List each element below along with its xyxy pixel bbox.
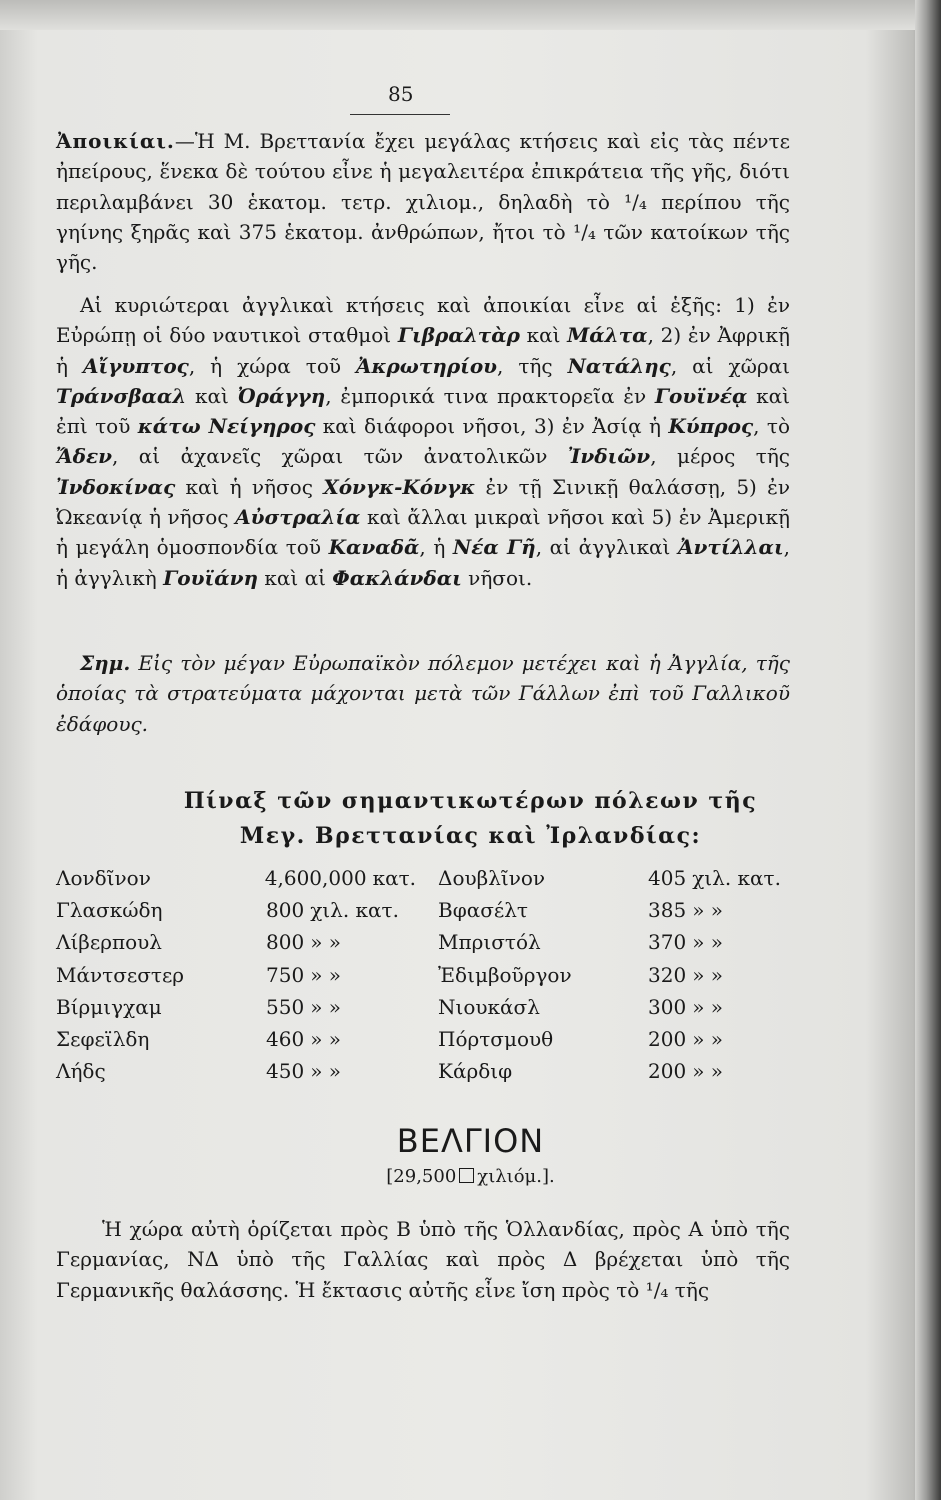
place-cyprus: Κύπρος [668,414,754,439]
city-unit: » » [310,930,342,955]
city-row [438,898,796,930]
place-hong-kong: Χόνγκ-Κόνγκ [323,474,476,499]
possessions-text: , ἡ [419,535,453,560]
city-name: Κάρδιφ [438,1059,513,1084]
city-name: Σεφεϊλδη [56,1026,150,1051]
city-population: 800 [266,898,305,923]
place-australia: Αὐστραλία [235,505,361,530]
place-indochina: Ἰνδοκίνας [56,474,176,499]
possessions-text: καὶ αἱ [258,565,333,590]
city-row [438,930,796,962]
city-population: 200 [648,1059,687,1084]
note-lead: Σημ. [80,651,131,675]
city-row [438,866,796,898]
place-canada: Καναδᾶ [328,535,420,560]
place-cape: Ἀκρωτηρίου [356,353,498,378]
possessions-text: , ἐμπορικά τινα πρακτορεῖα ἐν [325,383,655,408]
city-name: Μπριστόλ [438,930,541,955]
city-name: Δουβλῖνον [438,866,546,890]
city-row [56,898,416,930]
place-orange: Ὀράγγη [237,383,326,408]
city-name: Πόρτσμουθ [438,1026,554,1051]
page-number-rule [350,114,450,115]
belgium-area [0,1166,941,1187]
place-guiana: Γουϊάνη [163,565,259,590]
section-heading-belgium: ΒΕΛΓΙΟΝ [396,1122,545,1160]
city-row [438,1059,796,1091]
city-population: 385 [648,898,687,923]
possessions-text: ἐν τῇ Σινικῇ θαλάσσῃ, 5) ἐν Ὠκεανίᾳ ἡ νῆσος [56,474,791,530]
belgium-paragraph: Ἡ χώρα αὐτὴ ὁρίζεται πρὸς Β ὑπὸ τῆς Ὁλλανδίας, πρὸς Α ὑπὸ τῆς Γερμανίας, ΝΔ ὑπὸ τῆς Γαλλίας καὶ πρὸς Δ βρέχεται ὑπὸ τῆς Γερμανικῆς θαλάσσης. Ἡ ἔκτασις αὐτῆς εἶνε ἴση πρὸς τὸ ¹/₄ τῆς [56,1217,790,1302]
city-population: 320 [648,962,687,987]
cities-table [56,866,796,1096]
scan-top-edge [0,0,941,30]
place-egypt: Αἴγυπτος [82,353,189,378]
possessions-paragraph [56,290,790,593]
city-unit: » » [310,1059,342,1084]
city-row [56,1059,416,1091]
cities-table-title-2: Μεγ. Βρεττανίας καὶ Ἰρλανδίας: [239,823,702,849]
city-name: Γλασκώδη [56,898,163,923]
city-unit: » » [310,994,342,1019]
city-row [56,995,416,1027]
possessions-text: , τὸ [753,414,790,439]
city-population: 800 [266,930,305,955]
area-unit: χιλιόμ.]. [477,1166,555,1187]
city-population: 450 [266,1059,305,1084]
city-name: Λίβερπουλ [56,930,162,955]
city-population: 460 [266,1026,305,1051]
possessions-text: καὶ ἄλλαι μικραὶ νῆσοι καὶ 5) ἐν Ἀμερικῇ ἡ μεγάλη ὁμοσπονδία τοῦ [56,505,791,560]
colonies-lead: Ἀποικίαι. [56,129,175,153]
possessions-text: καὶ ἡ νῆσος [175,474,324,499]
possessions-text: , ἡ ἀγγλικὴ [56,535,790,590]
colonies-paragraph [56,126,790,277]
city-population: 370 [648,930,687,955]
city-name: Νιουκάσλ [438,994,540,1019]
city-row [438,963,796,995]
city-row [56,963,416,995]
place-malta: Μάλτα [567,323,648,348]
city-name: Λονδῖνον [56,866,151,890]
city-name: Λήδς [56,1059,106,1084]
city-unit: » » [692,962,724,987]
city-unit: » » [692,994,724,1019]
cities-left-column [56,866,416,1091]
place-gibraltar: Γιβραλτὰρ [397,323,520,348]
city-population: 4,600,000 [264,866,367,890]
city-name: Βίρμιγχαμ [56,994,162,1019]
place-natal: Νατάλης [567,353,671,378]
place-guinea: Γουϊνέᾳ [654,383,748,408]
possessions-text: , αἱ χῶραι [670,353,791,378]
city-row [56,1027,416,1059]
city-unit: χιλ. κατ. [310,898,399,923]
square-icon [459,1168,474,1183]
city-name: Βφασέλτ [438,898,528,923]
city-row [56,866,416,898]
city-unit: » » [310,962,342,987]
possessions-text: καὶ διάφοροι νῆσοι, 3) ἐν Ἀσίᾳ ἡ [315,414,669,439]
area-value: [29,500 [386,1166,457,1187]
place-indies: Ἰνδιῶν [567,444,651,469]
city-unit: » » [692,898,724,923]
city-unit: » » [692,1059,724,1084]
city-row [56,930,416,962]
possessions-text: καὶ ἐπὶ τοῦ [56,383,790,439]
place-antilles: Ἀντίλλαι [677,535,784,560]
note-text: Εἰς τὸν μέγαν Εὐρωπαϊκὸν πόλεμον μετέχει καὶ ἡ Ἀγγλία, τῆς ὁποίας τὰ στρατεύματα μάχονται μετὰ τῶν Γάλλων ἐπὶ τοῦ Γαλλικοῦ ἐδάφους. [56,651,790,736]
possessions-text: , τῆς [497,353,568,378]
possessions-text: , αἱ ἀχανεῖς χῶραι τῶν ἀνατολικῶν [112,444,568,469]
possessions-text: καὶ [519,323,568,348]
city-unit: κατ. [372,866,416,890]
place-aden: Ἄδεν [56,444,113,469]
city-unit: » » [692,930,724,955]
note-paragraph [56,648,790,739]
city-name: Μάντσεστερ [56,962,185,987]
possessions-text: Αἱ κυριώτεραι ἀγγλικαὶ κτήσεις καὶ ἀποικίαι εἶνε αἱ ἑξῆς: 1) ἐν Εὐρώπῃ οἱ δύο ναυτικοὶ σταθμοὶ [56,293,790,348]
possessions-text: , αἱ ἀγγλικαὶ [535,535,678,560]
scan-binding-edge [915,0,941,1500]
place-newfoundland: Νέα Γῆ [452,535,536,560]
possessions-text: νῆσοι. [461,565,533,590]
city-population: 200 [648,1026,687,1051]
place-falklands: Φακλάνδαι [332,565,462,590]
city-name: Ἐδιμβοῦργον [438,962,572,987]
city-population: 550 [266,994,305,1019]
place-lower-niger: κάτω Νείγηρος [137,414,316,439]
colonies-text: —Ἡ Μ. Βρεττανία ἔχει μεγάλας κτήσεις καὶ εἰς τὰς πέντε ἠπείρους, ἕνεκα δὲ τούτου εἶνε ἡ μεγαλειτέρα ἐπικράτεια τῆς γῆς, διότι περιλαμβάνει 30 ἑκατομ. τετρ. χιλιομ., δηλαδὴ τὸ ¹/₄ περίπου τῆς γηίνης ξηρᾶς καὶ 375 ἑκατομ. ἀνθρώπων, ἤτοι τὸ ¹/₄ τῶν κατοίκων τῆς γῆς. [56,129,790,275]
page-number: 85 [388,82,414,106]
possessions-text: , 2) ἐν Ἀφρικῇ ἡ [56,323,790,378]
city-population: 405 [648,866,687,890]
city-unit: » » [692,1026,724,1051]
city-unit: χιλ. κατ. [692,866,781,890]
cities-right-column [438,866,796,1091]
city-unit: » » [310,1026,342,1051]
possessions-text: , μέρος τῆς [650,444,790,469]
city-population: 750 [266,962,305,987]
cities-table-title-1: Πίναξ τῶν σημαντικωτέρων πόλεων τῆς [183,788,758,814]
city-population: 300 [648,994,687,1019]
city-row [438,1027,796,1059]
city-row [438,995,796,1027]
possessions-text: καὶ [186,383,238,408]
possessions-text: , ἡ χώρα τοῦ [188,353,356,378]
place-transvaal: Τράνσβααλ [56,383,187,408]
